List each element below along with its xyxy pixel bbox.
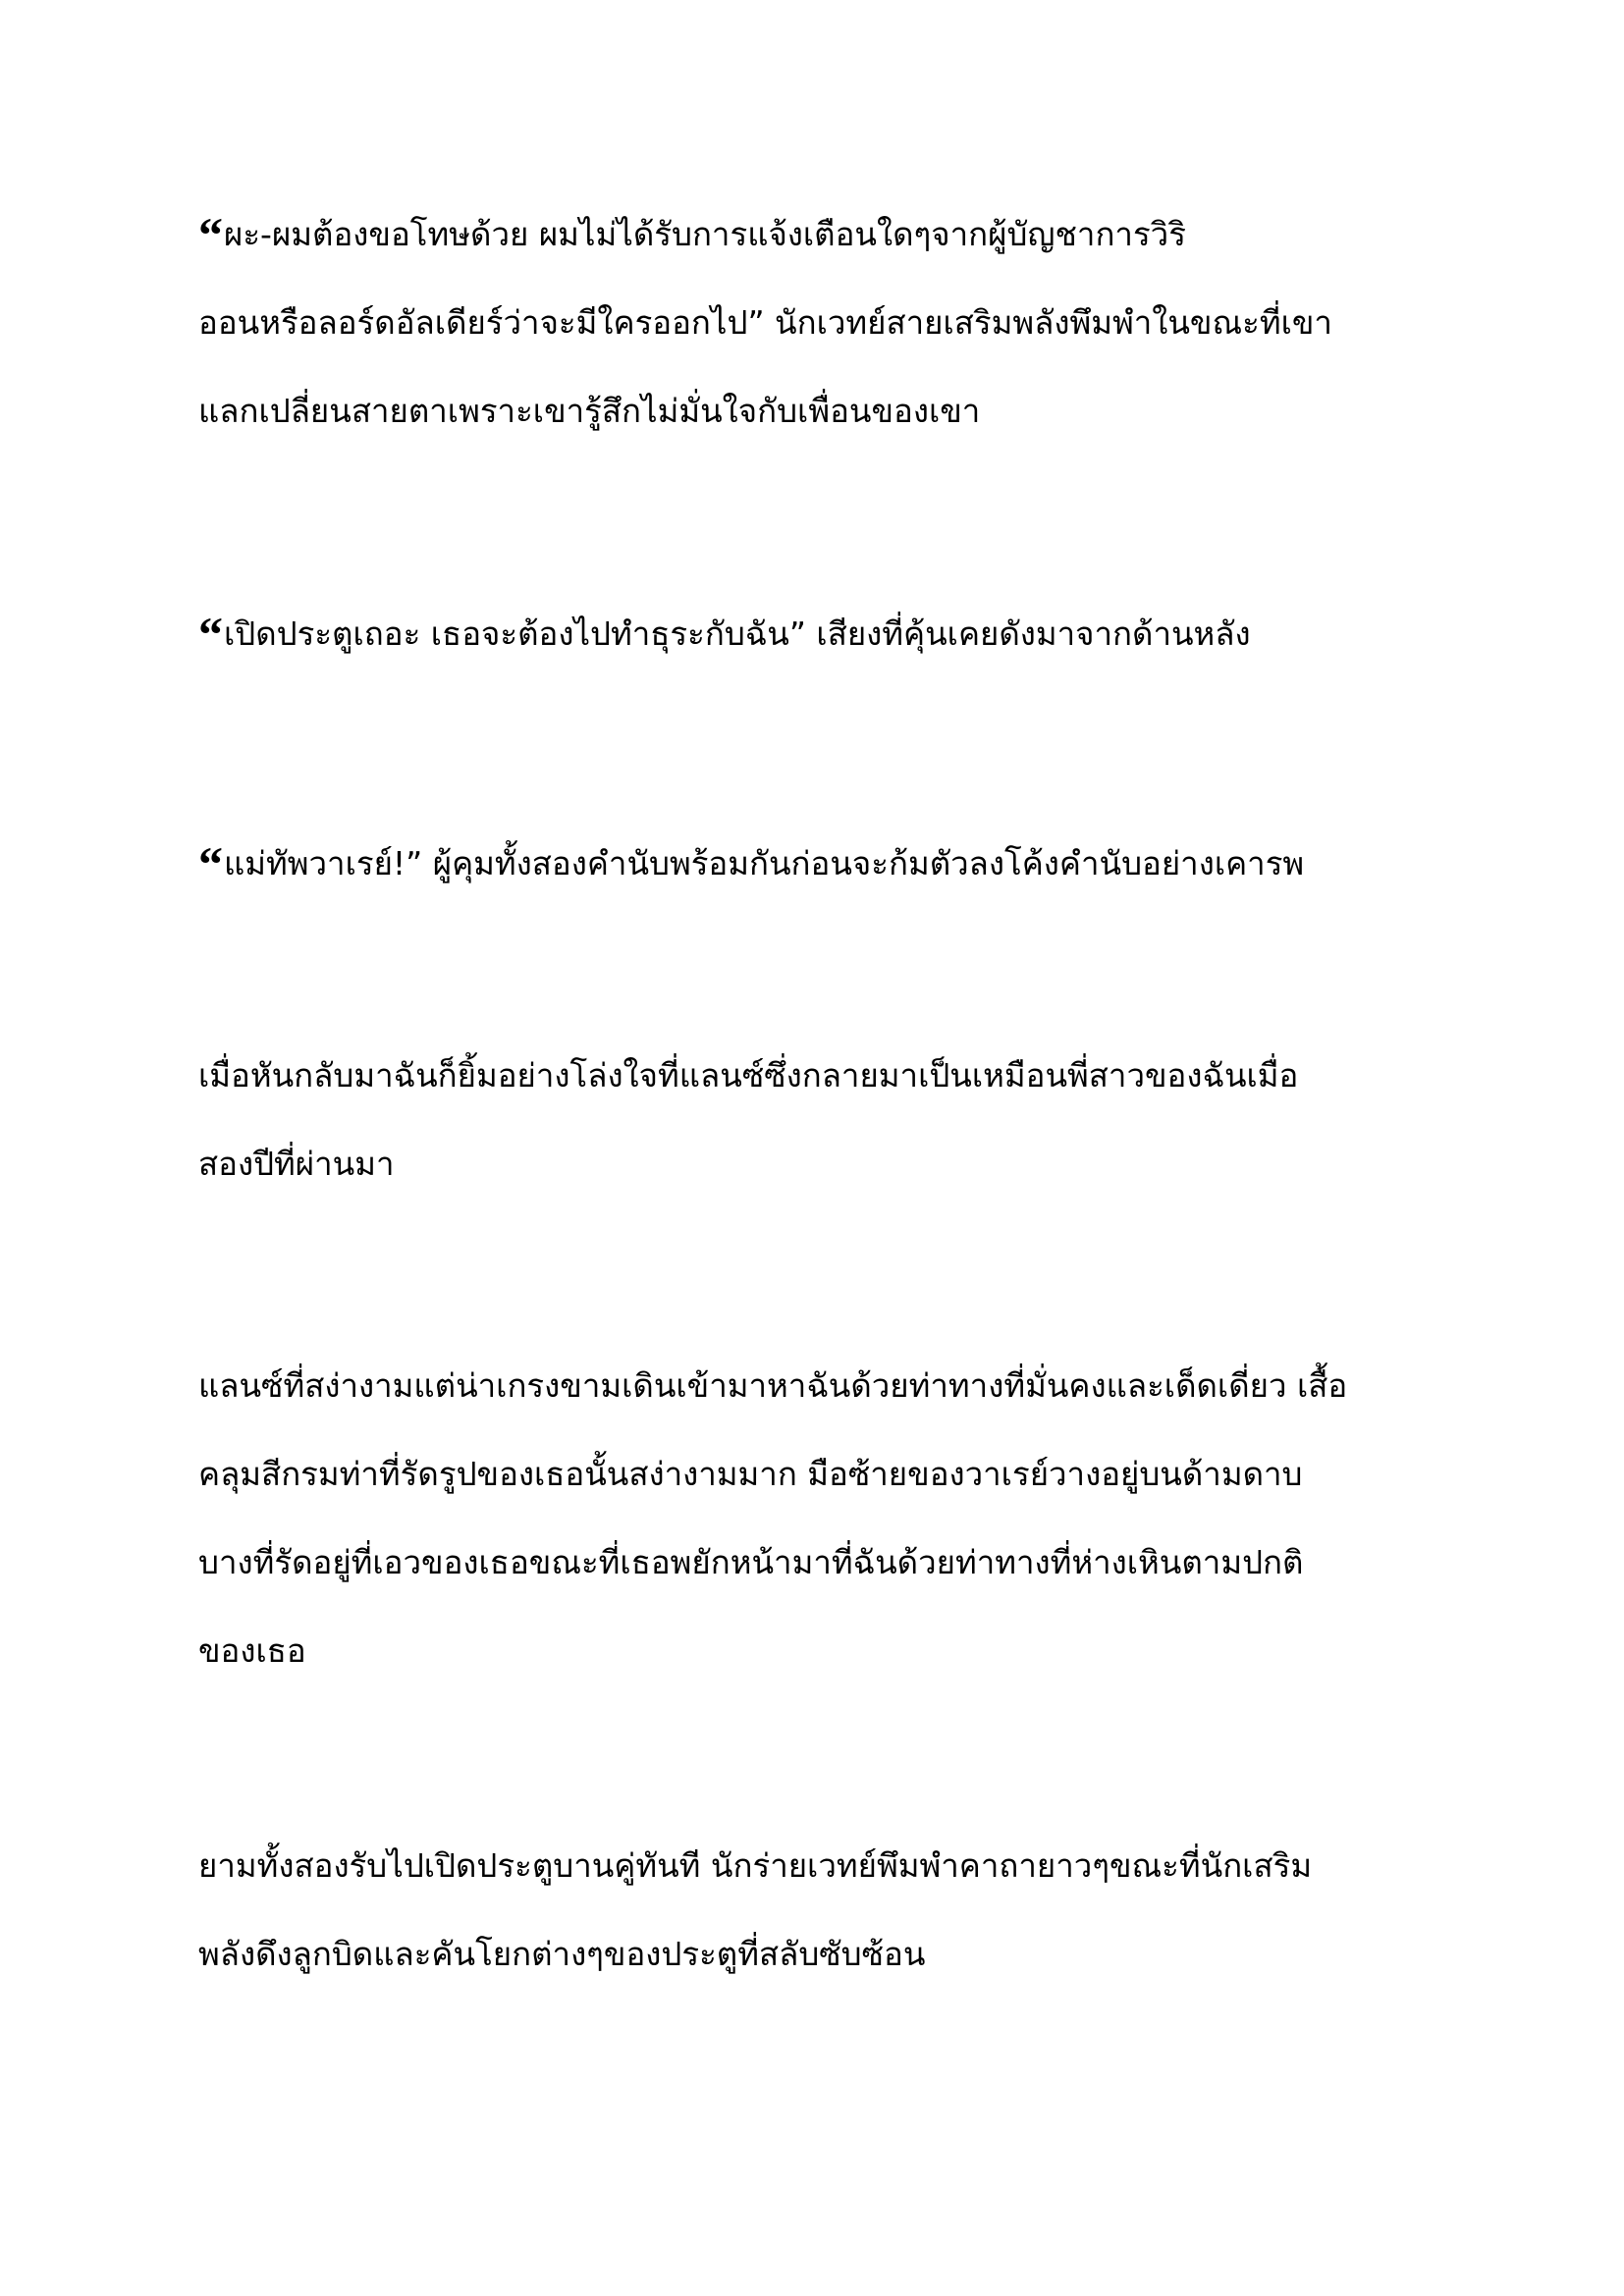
paragraph-line: สองปีที่ผ่านมา [198,1145,395,1183]
paragraph-general-vareh [198,820,1475,908]
paragraph-lance-description [198,1342,1475,1695]
paragraph-line: ออนหรือลอร์ดอัลเดียร์ว่าจะมีใครออกไป” นักเวทย์สายเสริมพลังพึมพำในขณะที่เขา [198,303,1332,342]
paragraph-line: เมื่อหันกลับมาฉันก็ยิ้มอย่างโล่งใจที่แลนซ์ซึ่งกลายมาเป็นเหมือนพี่สาวของฉันเมื่อ [198,1056,1299,1095]
paragraph-line: แลนซ์ที่สง่างามแต่น่าเกรงขามเดินเข้ามาหาฉันด้วยท่าทางที่มั่นคงและเด็ดเดี่ยว เสื้อ [198,1366,1348,1405]
paragraph-line: พลังดึงลูกบิดและคันโยกต่างๆของประตูที่สลับซับซ้อน [198,1935,926,1973]
paragraph-apology [198,190,1475,455]
paragraph-line [198,190,1475,279]
open-quote-mark: “ [198,207,223,262]
paragraph-line [198,590,1475,678]
paragraph-line: คลุมสีกรมท่าที่รัดรูปของเธอนั้นสง่างามมาก มือซ้ายของวาเรย์วางอยู่บนด้ามดาบ [198,1455,1303,1493]
paragraph-guards-open-door [198,1822,1475,1999]
paragraph-open-door [198,590,1475,678]
paragraph-line [198,820,1475,908]
line-text: แม่ทัพวาเรย์!” ผู้คุมทั้งสองคำนับพร้อมกันก่อนจะก้มตัวลงโค้งคำนับอย่างเคารพ [224,844,1305,882]
paragraph-line: ของเธอ [198,1631,306,1670]
paragraph-line: บางที่รัดอยู่ที่เอวของเธอขณะที่เธอพยักหน้ามาที่ฉันด้วยท่าทางที่ห่างเหินตามปกติ [198,1543,1304,1581]
paragraph-turning-back [198,1032,1475,1208]
open-quote-mark: “ [198,607,223,662]
line-text: ผะ-ผมต้องขอโทษด้วย ผมไม่ได้รับการแจ้งเตือนใดๆจากผู้บัญชาการวิริ [224,215,1186,253]
open-quote-mark: “ [198,836,223,891]
line-text: เปิดประตูเถอะ เธอจะต้องไปทำธุระกับฉัน” เสียงที่คุ้นเคยดังมาจากด้านหลัง [224,614,1251,653]
paragraph-line: แลกเปลี่ยนสายตาเพราะเขารู้สึกไม่มั่นใจกับเพื่อนของเขา [198,392,981,430]
paragraph-line: ยามทั้งสองรับไปเปิดประตูบานคู่ทันที นักร่ายเวทย์พึมพำคาถายาวๆขณะที่นักเสริม [198,1846,1313,1885]
